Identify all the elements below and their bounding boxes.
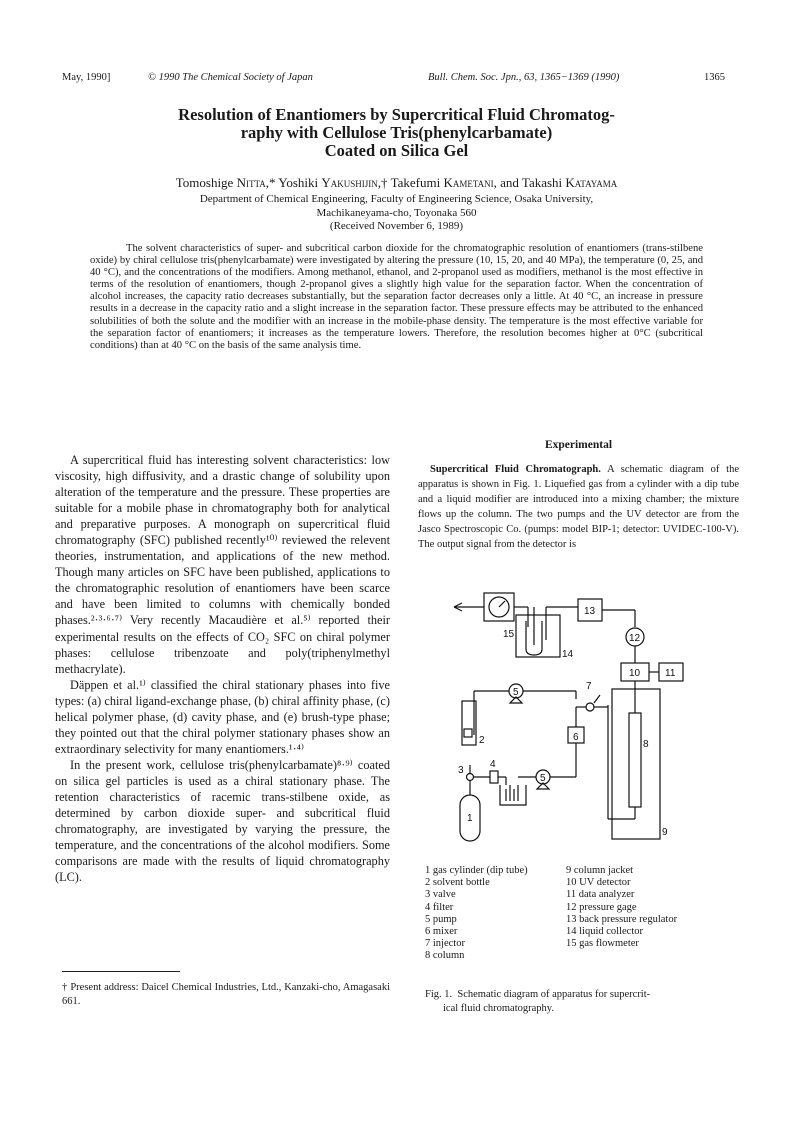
intro-column xyxy=(55,452,390,885)
experimental-paragraph xyxy=(418,462,739,552)
legend-item: 7 injector xyxy=(425,938,465,950)
legend-item: 9 column jacket xyxy=(566,865,634,876)
legend-item: 3 valve xyxy=(425,889,456,901)
received-date: (Received November 6, 1989) xyxy=(329,220,464,232)
author-3-family: Kametani xyxy=(443,175,494,190)
figure-caption xyxy=(425,988,735,1016)
legend-item: 10 UV detector xyxy=(566,877,631,889)
filter xyxy=(490,771,498,783)
legend-item: 6 mixer xyxy=(425,926,458,938)
column xyxy=(629,713,641,807)
author-1-mark: ,* xyxy=(265,175,279,190)
apparatus-schematic xyxy=(440,585,700,855)
author-4-family: Katayama xyxy=(565,175,618,190)
valve xyxy=(467,774,474,781)
header-date: May, 1990] xyxy=(62,72,111,83)
affiliation-line-2: Machikaneyama-cho, Toyonaka 560 xyxy=(316,206,477,219)
caption-text-line-2: ical fluid chromatography. xyxy=(443,1003,554,1014)
cooling-bath xyxy=(500,785,526,805)
liquid-collector xyxy=(516,615,560,657)
schematic-label-12: 12 xyxy=(629,633,641,644)
intro-paragraph-3: In the present work, cellulose tris(phenylcarbamate)⁸·⁹⁾ coated on silica gel particles is used as a chiral stationary phase. The retention characteristics of racemic trans-stilbene oxide, as determined by carbon dioxide super- and subcritical fluid chromatography, are investigated by varying the pressure, the temperature, and the concentrations of the alcohol modifiers. Some comparisons are made with the results of liquid chromatography (LC). xyxy=(55,757,390,885)
header-journal: Bull. Chem. Soc. Jpn., 63, 1365−1369 (1990) xyxy=(428,72,620,83)
legend-item: 4 filter xyxy=(425,901,454,913)
intro-paragraph-1: A supercritical fluid has interesting solvent characteristics: low viscosity, high diffusivity, and a drastic change of solubility upon alteration of the temperature and the pressure. These properties are suitable for a mobile phase in chromatography both for analytical and preparative purposes. A monograph on supercritical fluid chromatography (SFC) published recently¹⁰⁾ reviewed the relevent theories, instrumentation, and applications of the new method. Though many articles on SFC have been published, applications to the chromatographic resolution of enantiomers have been scarce and have been limited to columns with chemically bonded phases.²·³·⁶·⁷⁾ Very recently Macaudière et al.⁵⁾ reported their experimental results on the effects of CO₂ SFC on chiral polymer phases: cellulose tribenzoate and poly(triphenylmethyl methacrylate). xyxy=(55,453,390,676)
author-2-given: Yoshiki xyxy=(278,175,319,190)
schematic-label-3: 3 xyxy=(458,765,464,776)
paper-title xyxy=(60,106,733,160)
title-line-2: raphy with Cellulose Tris(phenylcarbamate) xyxy=(240,123,553,142)
section-heading-experimental: Experimental xyxy=(544,439,613,451)
legend-item: 12 pressure gage xyxy=(566,901,637,913)
caption-label: Fig. 1. xyxy=(425,989,453,1000)
legend-item: 5 pump xyxy=(425,913,457,925)
schematic-label-1: 1 xyxy=(467,813,473,824)
author-2-family: Yakushijin xyxy=(321,175,378,190)
schematic-label-14: 14 xyxy=(562,649,574,660)
schematic-label-9: 9 xyxy=(662,827,668,838)
schematic-label-11: 11 xyxy=(665,668,676,679)
footnote-rule xyxy=(62,971,180,972)
legend-item: 8 column xyxy=(425,950,465,962)
schematic-label-8: 8 xyxy=(643,739,649,750)
schematic-label-10: 10 xyxy=(629,668,641,679)
intro-paragraph-2: Däppen et al.¹⁾ classified the chiral stationary phases into five types: (a) chiral ligand-exchange phase, (b) chiral affinity phase, (c) helical polymer phase, (d) cavity phase, and (e) brush-type phase; they pointed out that the chiral polymer stationary phases show an extraordinary selectivity for many enantiomers.¹·⁴⁾ xyxy=(55,677,390,756)
schematic-label-2: 2 xyxy=(479,735,485,746)
legend-item: 14 liquid collector xyxy=(566,926,643,938)
legend-item: 11 data analyzer xyxy=(566,889,635,901)
author-4-given: Takashi xyxy=(521,175,563,190)
schematic-label-13: 13 xyxy=(584,606,596,617)
author-1-given: Tomoshige xyxy=(175,175,234,190)
experimental-text: A schematic diagram of the apparatus is shown in Fig. 1. Liquefied gas from a cylinder with a dip tube and a liquid modifier are introduced into a mixing chamber; the mixture flows up the column. The two pumps and the UV detector are from the Jasco Spectroscopic Co. (pumps: model BIP-1; detector: UVIDEC-100-V). The output signal from the detector is xyxy=(418,464,739,551)
schematic-label-6: 6 xyxy=(573,732,579,743)
affiliation-line-1: Department of Chemical Engineering, Faculty of Engineering Science, Osaka University, xyxy=(199,193,594,205)
author-1-family: Nitta xyxy=(236,175,266,190)
legend-item: 1 gas cylinder (dip tube) xyxy=(425,865,528,876)
header-page-number: 1365 xyxy=(704,72,725,83)
author-3-mark: , and xyxy=(493,175,522,190)
author-3-given: Takefumi xyxy=(390,175,441,190)
caption-text-line-1: Schematic diagram of apparatus for supercrit- xyxy=(457,989,651,1000)
author-list xyxy=(60,175,733,191)
column-jacket xyxy=(612,689,660,839)
figure-legend-right xyxy=(566,865,677,950)
schematic-label-15: 15 xyxy=(503,629,515,640)
injector xyxy=(586,703,594,711)
affiliation xyxy=(60,193,733,234)
legend-item: 2 solvent bottle xyxy=(425,877,490,889)
footnote: † Present address: Daicel Chemical Industries, Ltd., Kanzaki-cho, Amagasaki 661. xyxy=(62,982,390,1007)
subsection-heading: Supercritical Fluid Chromatograph. xyxy=(430,464,601,475)
abstract: The solvent characteristics of super- and subcritical carbon dioxide for the chromatographic resolution of enantiomers (trans-stilbene oxide) by chiral cellulose tris(phenylcarbamate) were investigated by altering the pressure (10, 15, 20, and 40 MPa), the temperature (0, 25, and 40 °C), and the concentrations of the modifiers. Among methanol, ethanol, and 2-propanol used as modifiers, methanol is the most effective in terms of the resolution of enantiomers, though 2-propanol gives a slightly high value for the separation factor. When the concentration of alcohol increases, the capacity ratio decreases substantially, but the separation factor decreases only a little. At 40 °C, an increase in pressure results in a decrease in the capacity ratio and a slight increase in the separation factor. These pressure effects may be attributed to the enhanced solubilities of both the solute and the modifier with an increase in the mobile-phase density. The temperature is the most effective variable for the separation factor of enantiomers; it increases as the temperature lowers. Therefore, the resolution becomes higher at 0°C (subcritical conditions) than at 40 °C on the basis of the same analysis time. xyxy=(90,243,703,351)
title-line-1: Resolution of Enantiomers by Supercritical Fluid Chromatog- xyxy=(178,105,615,124)
legend-item: 13 back pressure regulator xyxy=(566,913,678,925)
author-2-mark: ,† xyxy=(377,175,391,190)
schematic-label-5-upper: 5 xyxy=(513,687,519,698)
figure-legend-left xyxy=(425,865,528,963)
schematic-label-5-lower: 5 xyxy=(540,773,546,784)
title-line-3: Coated on Silica Gel xyxy=(324,141,469,160)
header-copyright: © 1990 The Chemical Society of Japan xyxy=(148,72,313,83)
legend-item: 15 gas flowmeter xyxy=(566,938,639,950)
solvent-filter xyxy=(464,729,472,737)
schematic-label-7: 7 xyxy=(586,681,592,692)
schematic-label-4: 4 xyxy=(490,759,496,770)
